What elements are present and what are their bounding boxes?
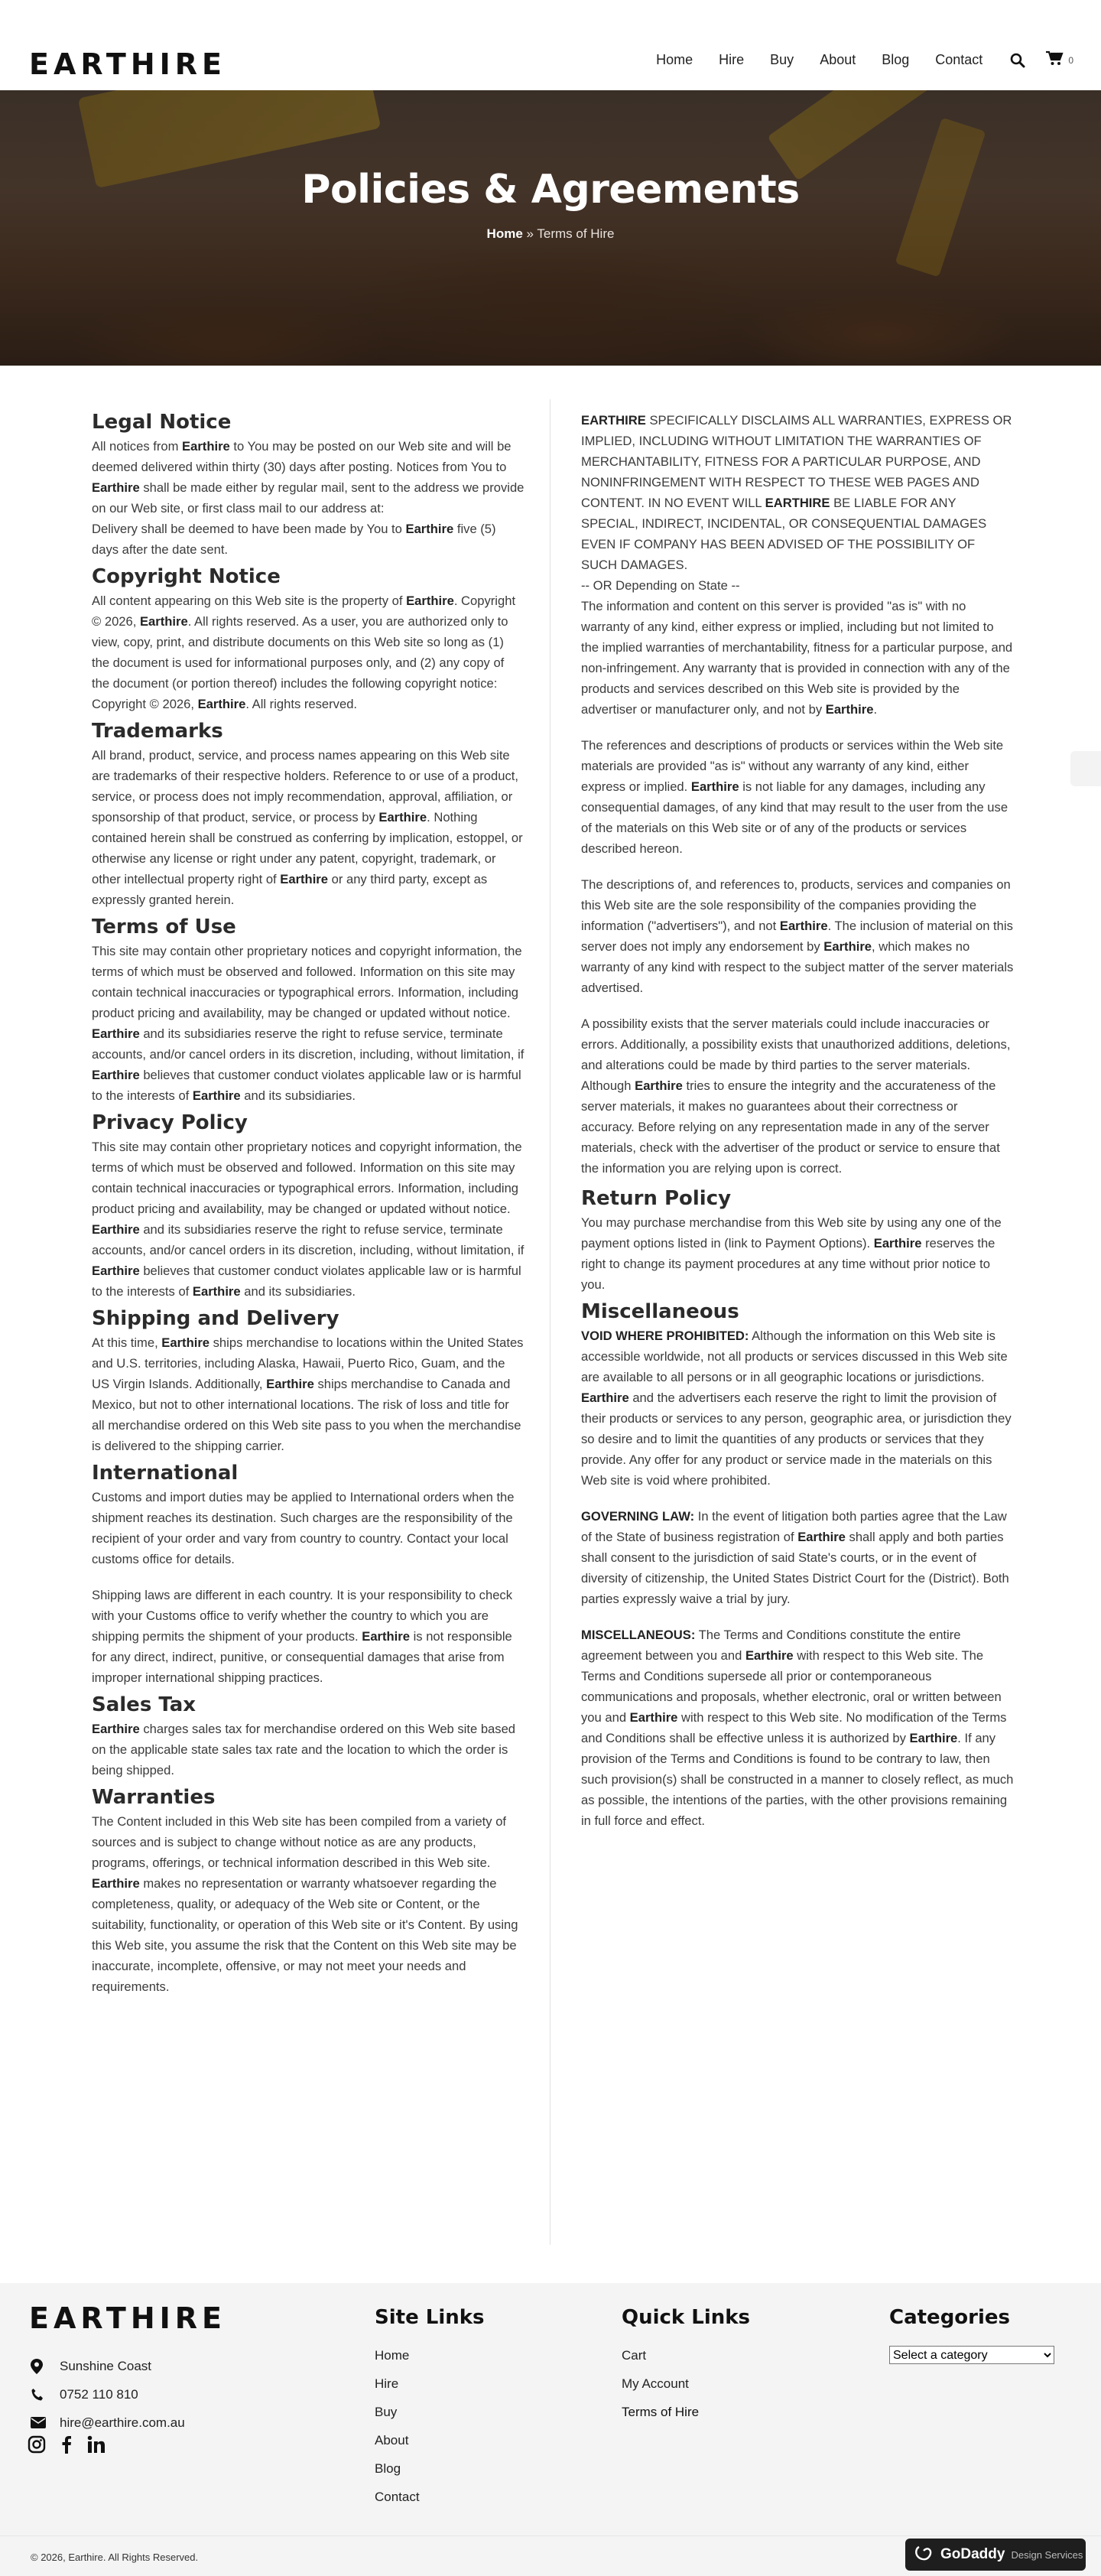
miscellaneous-label: MISCELLANEOUS: <box>581 1628 696 1642</box>
descriptions-text: The descriptions of, and references to, products, services and companies on this Web site are the sole responsibility of the companies providing the information ("advertisers"), and not Earthire. The inclusion of material on this server does not imply any endorsement by Earthire, which makes no warranty of any kind with respect to the subject matter of the server materials advertised. <box>581 877 1014 995</box>
cart-icon <box>1045 50 1064 70</box>
void-label: VOID WHERE PROHIBITED: <box>581 1329 749 1343</box>
brand-logo[interactable]: EARTHIRE <box>29 47 227 81</box>
international-text-2: Shipping laws are different in each country. It is your responsibility to check with your Customs office to verify whether the country to which you are shipping permits the shipment of your products. Earthire is not responsible for any direct, indirect, punitive, or consequential damages that arise from improper international shipping practices. <box>92 1588 513 1685</box>
copyright-notice: © 2026, Earthire. All Rights Reserved. <box>31 2552 199 2563</box>
shipping-heading: Shipping and Delivery <box>92 1307 339 1330</box>
return-policy-heading: Return Policy <box>581 1187 732 1210</box>
breadcrumb-separator: » <box>522 226 538 241</box>
privacy-policy-heading: Privacy Policy <box>92 1111 248 1134</box>
main-nav <box>630 50 1073 70</box>
cart-button[interactable] <box>1045 50 1073 70</box>
breadcrumb <box>0 226 1101 242</box>
nav-about[interactable]: About <box>820 52 856 67</box>
as-is-text: The information and content on this server is provided "as is" with no warranty of any kind, either express or implied, including but not limited to the implied warranties of merchantability, fitness for a particular purpose, and non-infringement. Any warranty that is provided in connection with any of the products and services described on this Web site is provided by the advertiser or manufacturer only, and not by Earthire. <box>581 599 1013 717</box>
footer-link-home[interactable]: Home <box>375 2348 410 2363</box>
quick-links <box>622 2306 750 2426</box>
phone-text: 0752 110 810 <box>60 2386 138 2402</box>
footer-link-hire[interactable]: Hire <box>375 2376 399 2391</box>
international-text-1: Customs and import duties may be applied to International orders when the shipment reaches its destination. Such charges are the responsibility of the recipient of your order and vary from country to country. Contact your local customs office for details. <box>92 1490 515 1566</box>
email-text: hire@earthire.com.au <box>60 2415 185 2430</box>
trademarks-text: All brand, product, service, and process names appearing on this Web site are trademarks of their respective holders. Reference to or use of a product, service, or process does not imply recommendation, approval, affiliation, or sponsorship of that product, service, or process by Earthire. Nothing contained herein shall be construed as conferring by implication, estoppel, or otherwise any license or right under any patent, copyright, trademark, or other intellectual property right of Earthire or any third party, except as expressly granted herein. <box>92 748 523 907</box>
godaddy-badge[interactable] <box>905 2539 1086 2571</box>
categories-heading: Categories <box>889 2306 1011 2329</box>
categories <box>889 2306 1054 2364</box>
instagram-icon[interactable] <box>28 2435 46 2457</box>
footer-link-about[interactable]: About <box>375 2433 409 2448</box>
terms-of-use-text: This site may contain other proprietary notices and copyright information, the terms of which must be observed and followed. Information on this site may contain technical inaccuracies or typographical errors. Information, including product pricing and availability, may be changed or updated without notice. Earthire and its subsidiaries reserve the right to refuse service, terminate accounts, and/or cancel orders in its discretion, including, without limitation, if Earthire believes that customer conduct violates applicable law or is harmful to the interests of Earthire and its subsidiaries. <box>92 944 525 1103</box>
nav-contact[interactable]: Contact <box>935 52 983 67</box>
sales-tax-heading: Sales Tax <box>92 1693 196 1716</box>
footer-contact <box>31 2352 185 2437</box>
footer-bottom-bar <box>0 2535 1101 2576</box>
footer-link-blog[interactable]: Blog <box>375 2461 401 2476</box>
location-pin-icon <box>31 2359 60 2374</box>
godaddy-logo-icon <box>914 2545 934 2565</box>
location-text: Sunshine Coast <box>60 2358 152 2373</box>
warranties-text: The Content included in this Web site has been compiled from a variety of sources and is subject to change without notice as are any products, programs, offerings, or technical information described in this Web site. Earthire makes no representation or warranty whatsoever regarding the completeness, quality, or adequacy of the Web site or Content, or the suitability, functionality, or operation of this Web site or it's Content. By using this Web site, you assume the risk that the Content on this Web site may be inaccurate, incomplete, offensive, or may not meet your needs and requirements. <box>92 1814 518 1994</box>
site-header <box>0 0 1101 90</box>
contact-email[interactable] <box>31 2408 185 2437</box>
site-links-heading: Site Links <box>375 2306 485 2329</box>
side-tab[interactable] <box>1070 751 1101 786</box>
legal-notice-text: All notices from Earthire to You may be posted on our Web site and will be deemed delivered within thirty (30) days after posting. Notices from You to Earthire shall be made either by regular mail, sent to the address we provide on our Web site, or first class mail to our address at: <box>92 439 525 516</box>
site-footer <box>0 2283 1101 2535</box>
footer-link-my-account[interactable]: My Account <box>622 2376 689 2391</box>
footer-link-buy[interactable]: Buy <box>375 2405 398 2419</box>
left-column <box>92 405 525 1997</box>
governing-law-text: GOVERNING LAW: In the event of litigation both parties agree that the Law of the State of business registration of Earthire shall apply and both parties shall consent to the jurisdiction of said State's courts, or in the event of diversity of citizenship, the United States District Court for the (District). Both parties expressly waive a trial by jury. <box>581 1509 1009 1606</box>
warranties-heading: Warranties <box>92 1786 216 1809</box>
return-policy-text: You may purchase merchandise from this Web site by using any one of the payment options listed in (link to Payment Options). Earthire reserves the right to change its payment procedures at any time without prior notice to you. <box>581 1215 1002 1292</box>
hero-banner <box>0 90 1101 366</box>
nav-buy[interactable]: Buy <box>770 52 794 67</box>
footer-logo[interactable]: EARTHIRE <box>29 2301 227 2335</box>
trademarks-heading: Trademarks <box>92 720 223 743</box>
copyright-text: All content appearing on this Web site is the property of Earthire. Copyright © 2026, Earthire. All rights reserved. As a user, you are authorized only to view, copy, print, and distribute documents on this Web site so long as (1) the document is used for informational purposes only, and (2) any copy of the document (or portion thereof) includes the following copyright notice: Copyright © 2026, Earthire. All rights reserved. <box>92 594 516 711</box>
contact-location <box>31 2352 185 2380</box>
nav-blog[interactable]: Blog <box>882 52 910 67</box>
footer-link-contact[interactable]: Contact <box>375 2490 420 2504</box>
privacy-policy-text: This site may contain other proprietary notices and copyright information, the terms of which must be observed and followed. Information on this site may contain technical inaccuracies or typographical errors. Information, including product pricing and availability, may be changed or updated without notice. Earthire and its subsidiaries reserve the right to refuse service, terminate accounts, and/or cancel orders in its discretion, including, without limitation, if Earthire believes that customer conduct violates applicable law or is harmful to the interests of Earthire and its subsidiaries. <box>92 1140 525 1299</box>
linkedin-icon[interactable] <box>87 2435 106 2457</box>
miscellaneous-heading: Miscellaneous <box>581 1300 739 1323</box>
nav-hire[interactable]: Hire <box>719 52 745 67</box>
breadcrumb-home[interactable]: Home <box>486 226 523 241</box>
disclaimer-text: EARTHIRE SPECIFICALLY DISCLAIMS ALL WARRANTIES, EXPRESS OR IMPLIED, INCLUDING WITHOUT LIMITATION THE WARRANTIES OF MERCHANTABILITY, FITNESS FOR A PARTICULAR PURPOSE, AND NONINFRINGEMENT WITH RESPECT TO THESE WEB PAGES AND CONTENT. IN NO EVENT WILL EARTHIRE BE LIABLE FOR ANY SPECIAL, INDIRECT, INCIDENTAL, OR CONSEQUENTIAL DAMAGES EVEN IF COMPANY HAS BEEN ADVISED OF THE POSSIBILITY OF SUCH DAMAGES. <box>581 413 1012 572</box>
footer-link-cart[interactable]: Cart <box>622 2348 647 2363</box>
governing-law-label: GOVERNING LAW: <box>581 1509 695 1524</box>
legal-notice-heading: Legal Notice <box>92 411 232 434</box>
site-links <box>375 2306 485 2511</box>
shipping-text: At this time, Earthire ships merchandise to locations within the United States and U.S. territories, including Alaska, Hawaii, Puerto Rico, Guam, and the US Virgin Islands. Additionally, Earthire ships merchandise to Canada and Mexico, but not to other international locations. The risk of loss and title for all merchandise ordered on this Web site pass to you when the merchandise is delivered to the shipping carrier. <box>92 1335 524 1453</box>
godaddy-name: GoDaddy <box>940 2546 1005 2562</box>
miscellaneous-text: MISCELLANEOUS: The Terms and Conditions constitute the entire agreement between you and Earthire with respect to this Web site. The Terms and Conditions supersede all prior or contemporaneous communications and proposals, whether electronic, oral or written between you and Earthire with respect to this Web site. No modification of the Terms and Conditions shall be effective unless it is authorized by Earthire. If any provision of the Terms and Conditions is found to be contrary to law, then such provision(s) shall be constructed in a manner to closely reflect, as much as possible, the intentions of the parties, with the other provisions remaining in full force and effect. <box>581 1628 1014 1828</box>
page-title: Policies & Agreements <box>301 167 800 213</box>
state-note: -- OR Depending on State -- <box>581 578 740 593</box>
legal-notice-delivery: Delivery shall be deemed to have been made by You to Earthire five (5) days after the date sent. <box>92 522 496 557</box>
sales-tax-text: Earthire charges sales tax for merchandise ordered on this Web site based on the applicable state sales tax rate and the location to which the order is being shipped. <box>92 1722 516 1778</box>
right-column <box>581 405 1014 1831</box>
cart-count: 0 <box>1068 54 1073 66</box>
phone-icon <box>31 2388 60 2402</box>
international-heading: International <box>92 1462 239 1485</box>
category-select[interactable] <box>889 2346 1054 2364</box>
godaddy-sub: Design Services <box>1011 2548 1083 2561</box>
copyright-heading: Copyright Notice <box>92 565 281 588</box>
facebook-icon[interactable] <box>61 2435 72 2457</box>
quick-links-heading: Quick Links <box>622 2306 751 2329</box>
void-where-prohibited-text: VOID WHERE PROHIBITED: Although the information on this Web site is accessible worldwide, not all products or services discussed in this Web site are available to all persons or in all geographic locations or jurisdictions. Earthire and the advertisers each reserve the right to limit the provision of their products or services to any person, geographic area, or jurisdiction they so desire and to limit the quantities of any products or services that they provide. Any offer for any product or service made in the materials on this Web site is void where prohibited. <box>581 1329 1012 1488</box>
references-text: The references and descriptions of products or services within the Web site materials are provided "as is" without any warranty of any kind, either express or implied. Earthire is not liable for any damages, including any consequential damages, of any kind that may result to the user from the use of the materials on this Web site or of any of the products or services described hereon. <box>581 738 1008 856</box>
terms-of-use-heading: Terms of Use <box>92 916 236 938</box>
possibility-text: A possibility exists that the server materials could include inaccuracies or errors. Additionally, a possibility exists that unauthorized additions, deletions, and alterations could be made by third parties to the server materials. Although Earthire tries to ensure the integrity and the accurateness of the server materials, it makes no guarantees about their correctness or accuracy. Before relying on any representation made in any of the server materials, check with the advertiser of the product or service to ensure that the information you are relying upon is correct. <box>581 1016 1011 1176</box>
footer-link-terms-of-hire[interactable]: Terms of Hire <box>622 2405 700 2419</box>
search-icon[interactable] <box>1010 53 1025 68</box>
social-links <box>28 2435 106 2457</box>
nav-home[interactable]: Home <box>656 52 693 67</box>
envelope-icon <box>31 2417 60 2428</box>
contact-phone[interactable] <box>31 2380 185 2408</box>
breadcrumb-current: Terms of Hire <box>537 226 615 241</box>
